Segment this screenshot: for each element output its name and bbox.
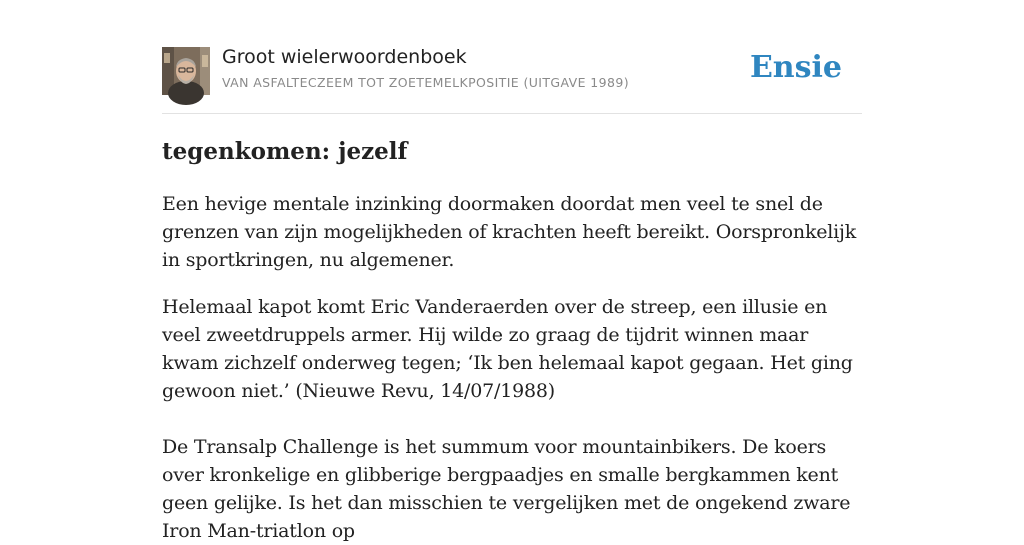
entry-headword: tegenkomen: jezelf [162, 138, 408, 165]
dictionary-subtitle: VAN ASFALTECZEEM TOT ZOETEMELKPOSITIE (UITGAVE 1989) [222, 75, 629, 90]
ensie-logo[interactable]: Ensie [749, 50, 842, 85]
header-divider [162, 113, 862, 114]
entry-examples: Helemaal kapot komt Eric Vanderaerden over de streep, een illusie en veel zweetdruppels armer. Hij wilde zo graag de tijdrit winnen maar kwam zichzelf onderweg tegen; ‘Ik ben helemaal kapot gegaan. Het ging gewoon niet.’ (Nieuwe Revu, 14/07/1988) De Transalp Challenge is het summum voor mountainbikers. De koers over kronkelige en glibberige bergpaadjes en smalle bergkammen kent geen gelijke. Is het dan misschien te vergelijken met de ongekend zware Iron Man-triatlon op [162, 296, 853, 542]
author-portrait-icon[interactable] [162, 47, 210, 95]
dictionary-header [162, 46, 862, 96]
entry-definition: Een hevige mentale inzinking doormaken doordat men veel te snel de grenzen van zijn mogelijkheden of krachten heeft bereikt. Oorspronkelijk in sportkringen, nu algemener. [162, 193, 857, 271]
dictionary-title[interactable]: Groot wielerwoordenboek [222, 46, 467, 68]
